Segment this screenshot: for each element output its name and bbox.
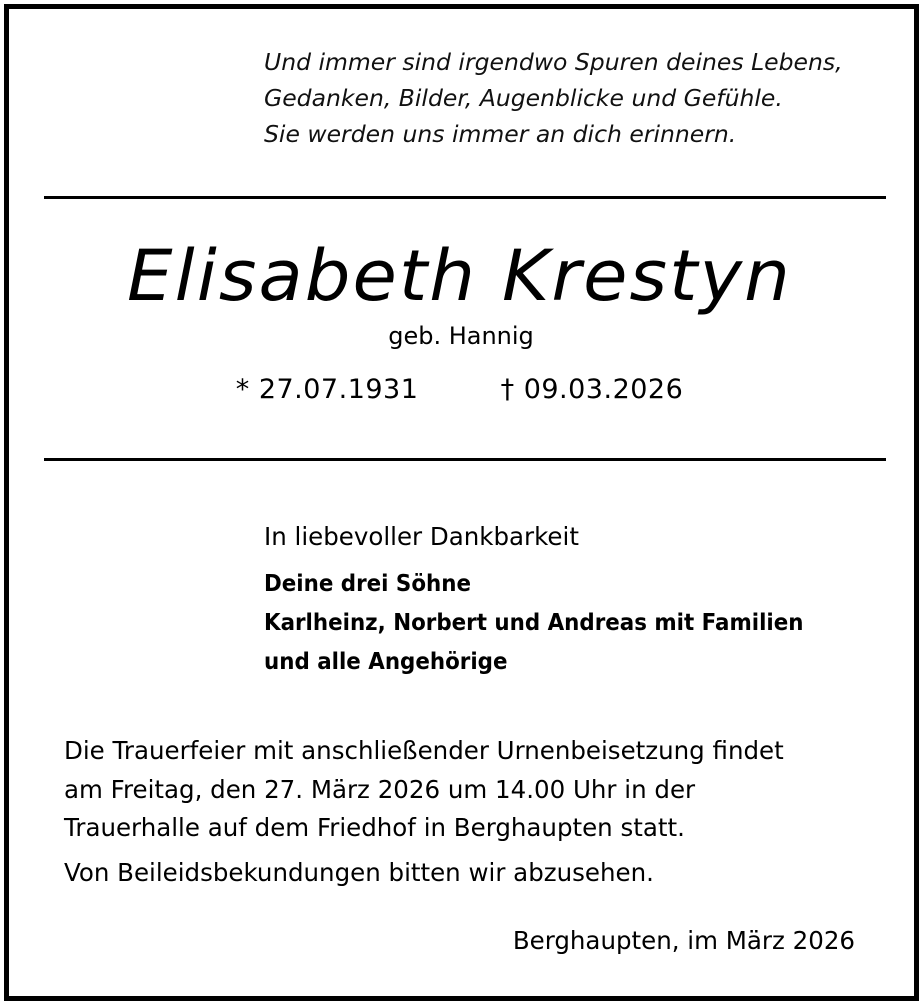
thanks-intro: In liebevoller Dankbarkeit: [264, 522, 579, 551]
poem-line: Und immer sind irgendwo Spuren deines Lebens,: [264, 48, 843, 76]
birth-symbol: *: [235, 374, 250, 405]
mourners-line: und alle Angehörige: [264, 649, 508, 675]
divider-top: [44, 196, 886, 199]
ceremony-line: am Freitag, den 27. März 2026 um 14.00 Uhr in der: [64, 774, 696, 804]
death-date: 09.03.2026: [523, 374, 684, 405]
poem-line: Sie werden uns immer an dich erinnern.: [264, 120, 737, 148]
mourners-list: [264, 565, 844, 682]
divider-bottom: [44, 458, 886, 461]
poem-line: Gedanken, Bilder, Augenblicke und Gefühle.: [264, 84, 783, 112]
life-dates: [0, 370, 919, 410]
place-and-date: Berghaupten, im März 2026: [512, 926, 855, 955]
deceased-name: Elisabeth Krestyn: [127, 235, 792, 317]
ceremony-info: [64, 732, 784, 848]
death-symbol-icon: †: [500, 374, 515, 405]
condolence-note: Von Beileidsbekundungen bitten wir abzusehen.: [64, 858, 654, 887]
ceremony-line: Trauerhalle auf dem Friedhof in Berghaupten statt.: [64, 813, 685, 842]
obituary-frame: [4, 4, 919, 1001]
mourners-line: Karlheinz, Norbert und Andreas mit Familien: [264, 610, 804, 636]
poem-verse: [264, 44, 904, 152]
birth-date: 27.07.1931: [258, 374, 419, 405]
maiden-name: geb. Hannig: [388, 322, 534, 350]
ceremony-line: Die Trauerfeier mit anschließender Urnenbeisetzung findet: [64, 736, 784, 765]
mourners-line: Deine drei Söhne: [264, 571, 471, 597]
